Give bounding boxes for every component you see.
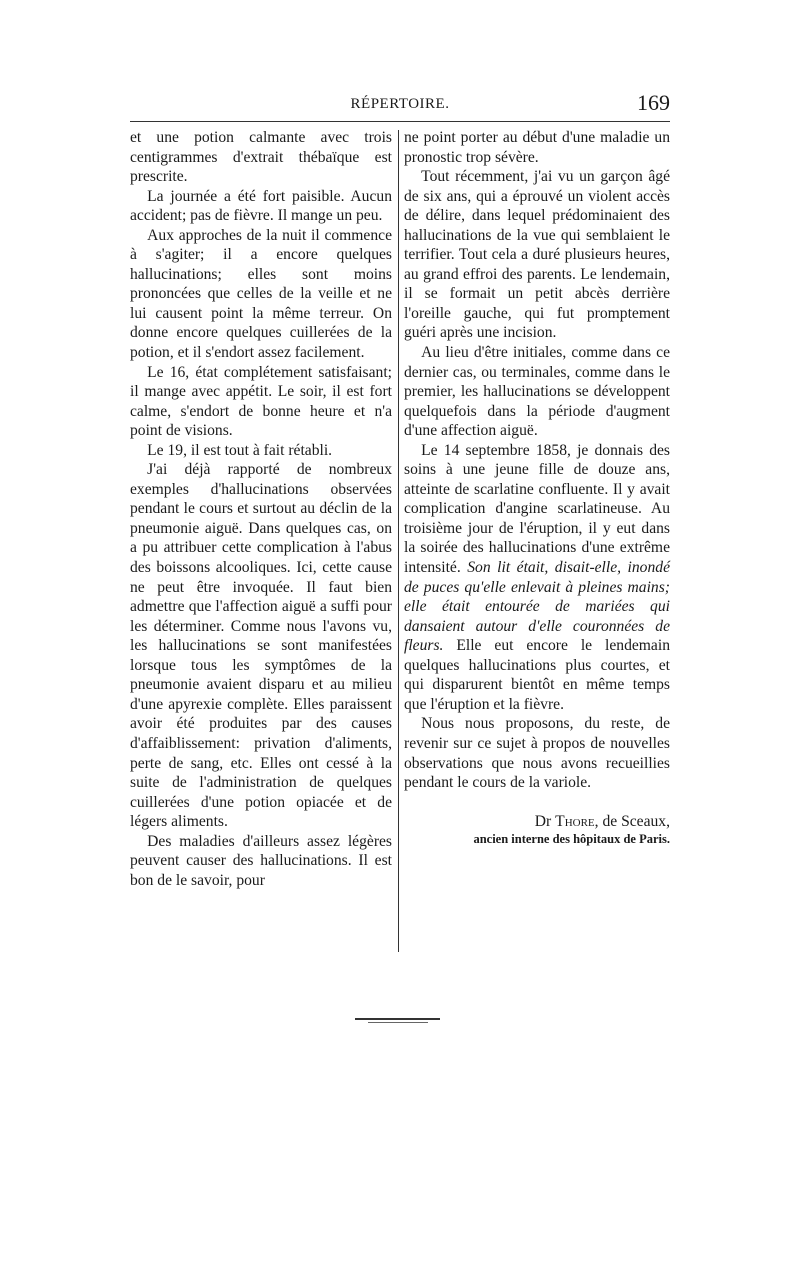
paragraph: Aux approches de la nuit il commence à s'agiter; il a encore quelques hallucinations; elles sont moins prononcées que celles de la veille et ne lui causent point la même terreur. On donne encore quelques cuillerées de la potion, et il s'endort assez facilement.: [130, 226, 392, 362]
paragraph: [404, 441, 670, 715]
signature-role: ancien interne des hôpitaux de Paris.: [473, 832, 670, 847]
paragraph-text: Le 14 septembre 1858, je donnais des soins à une jeune fille de douze ans, atteinte de scarlatine confluente. Il y avait complication d'angine scarlatineuse. Au troisième jour de l'éruption, il y eut dans la soirée des hallucinations d'une extrême intensité.: [404, 441, 670, 577]
signature-place: , de Sceaux,: [594, 812, 670, 830]
paragraph: et une potion calmante avec trois centigrammes d'extrait thébaïque est prescrite.: [130, 129, 392, 186]
paragraph: Au lieu d'être initiales, comme dans ce dernier cas, ou terminales, comme dans le premier, les hallucinations se développent quelquefois dans la période d'augment d'une affection aiguë.: [404, 344, 670, 440]
paragraph-text: Elle eut encore le lendemain quelques hallucinations plus courtes, et qui disparurent bientôt en même temps que l'éruption et la fièvre.: [404, 637, 670, 713]
running-title: RÉPERTOIRE.: [350, 96, 450, 112]
column-divider: [398, 130, 399, 952]
left-column: [130, 128, 392, 890]
paragraph: Des maladies d'ailleurs assez légères peuvent causer des hallucinations. Il est bon de le savoir, pour: [130, 832, 392, 889]
end-rule: [355, 1018, 440, 1020]
page-number: 169: [637, 90, 670, 115]
paragraph: Le 19, il est tout à fait rétabli.: [147, 441, 333, 459]
right-column: [404, 128, 670, 848]
paragraph: La journée a été fort paisible. Aucun accident; pas de fièvre. Il mange un peu.: [130, 187, 392, 225]
signature-title: Dr: [534, 812, 552, 830]
quoted-hallucination: Son lit était, disait-elle, inondé de puces qu'elle enlevait à pleines mains; elle était entourée de mariées qui dansaient autour d'elle couronnées de fleurs.: [404, 559, 670, 655]
running-head: [130, 90, 670, 120]
paragraph: Nous nous proposons, du reste, de revenir sur ce sujet à propos de nouvelles observations que nous avons recueillies pendant le cours de la variole.: [404, 715, 670, 792]
paragraph: Tout récemment, j'ai vu un garçon âgé de six ans, qui a éprouvé un violent accès de délire, dans lequel prédominaient des hallucinations de la vue qui semblaient le terrifier. Tout cela a duré plusieurs heures, au grand effroi des parents. Le lendemain, il se formait un petit abcès derrière l'oreille gauche, qui fut promptement guéri après une incision.: [404, 168, 670, 342]
paragraph: ne point porter au début d'une maladie un pronostic trop sévère.: [404, 129, 670, 166]
paragraph: J'ai déjà rapporté de nombreux exemples d'hallucinations observées pendant le cours et surtout au déclin de la pneumonie aiguë. Dans quelques cas, on a pu attribuer cette complication à l'abus des boissons alcooliques. Ici, cette cause ne peut être invoquée. Il faut bien admettre que l'affection aiguë a suffi pour les déterminer. Comme nous l'avons vu, les hallucinations se sont manifestées lorsque tous les symptômes de la pneumonie avaient disparu et au milieu d'une apyrexie complète. Elles paraissent avoir été produites par des causes d'affaiblissement: privation d'aliments, perte de sang, etc. Elles ont cessé à la suite de l'administration de quelques cuillerées d'une potion opiacée et de légers aliments.: [130, 461, 392, 831]
header-rule: [130, 121, 670, 122]
end-rule-thin: [368, 1022, 428, 1023]
paragraph: Le 16, état complétement satisfaisant; il mange avec appétit. Le soir, il est fort calme, s'endort de bonne heure et n'a point de visions.: [130, 363, 392, 440]
signature-name: Thore: [555, 812, 595, 830]
signature-author: [404, 812, 670, 832]
